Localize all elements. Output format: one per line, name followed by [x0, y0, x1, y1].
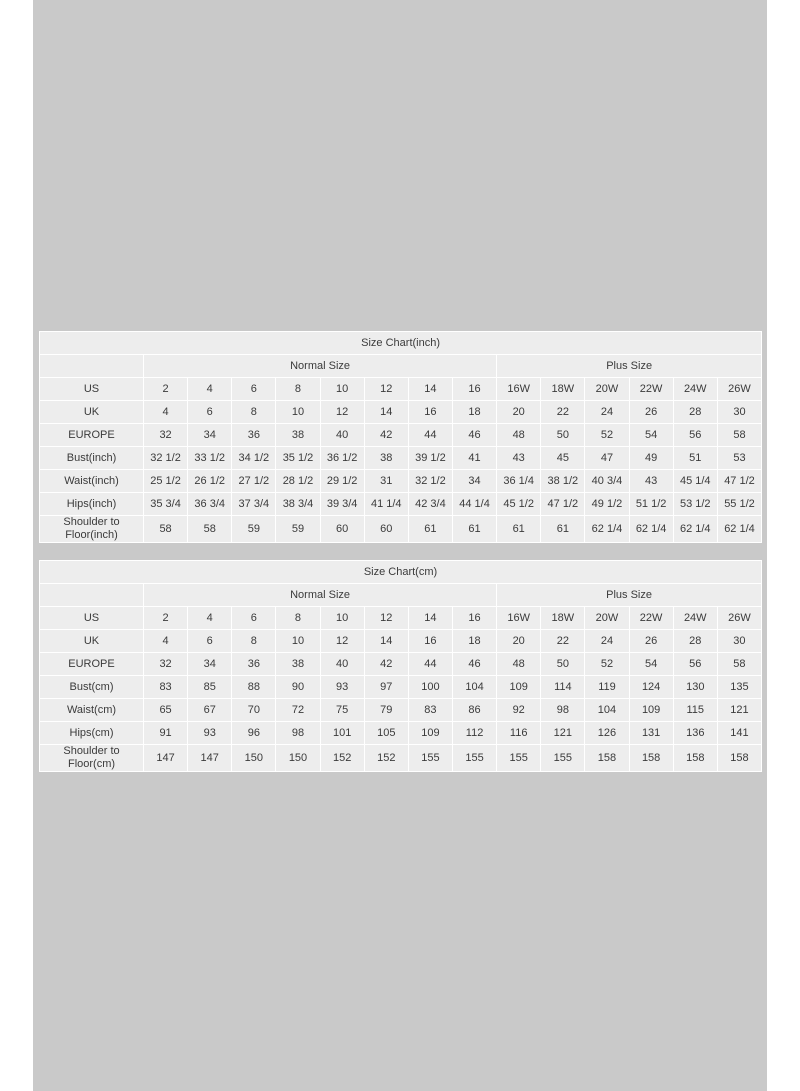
table-cell: 50	[541, 424, 585, 447]
table-row	[40, 378, 762, 401]
table-cell: 147	[188, 745, 232, 771]
table-row	[40, 699, 762, 722]
table-cell: 52	[585, 424, 629, 447]
row-label: EUROPE	[40, 653, 144, 676]
table-cell: 41 1/4	[364, 493, 408, 516]
table-cell: 85	[188, 676, 232, 699]
table-cell: 92	[497, 699, 541, 722]
table-cell: 58	[144, 516, 188, 543]
table-cell: 25 1/2	[144, 470, 188, 493]
table-cell: 16W	[497, 607, 541, 630]
table-cell: 52	[585, 653, 629, 676]
table-cell: 98	[276, 722, 320, 745]
table-cell: 126	[585, 722, 629, 745]
table-cell: 62 1/4	[673, 516, 717, 543]
table-cell: 62 1/4	[629, 516, 673, 543]
table-cell: 24W	[673, 607, 717, 630]
table-cell: 58	[188, 516, 232, 543]
table-cell: 98	[541, 699, 585, 722]
table-cell: 147	[144, 745, 188, 771]
table-cell: 38	[276, 653, 320, 676]
table-cell: 40	[320, 653, 364, 676]
table-cell: 38 1/2	[541, 470, 585, 493]
table-cell: 61	[541, 516, 585, 543]
table-cell: 2	[144, 378, 188, 401]
table-cell: 43	[629, 470, 673, 493]
table-cell: 53	[717, 447, 761, 470]
table-row	[40, 424, 762, 447]
table-cell: 39 1/2	[408, 447, 452, 470]
table-cell: 29 1/2	[320, 470, 364, 493]
row-label: Waist(cm)	[40, 699, 144, 722]
table-cell: 45 1/2	[497, 493, 541, 516]
table-cell: 105	[364, 722, 408, 745]
table-cell: 32	[144, 424, 188, 447]
table-cell: 115	[673, 699, 717, 722]
row-label: Shoulder to Floor(cm)	[40, 745, 144, 771]
table-cell: 10	[320, 378, 364, 401]
table-cell: 93	[188, 722, 232, 745]
table-cell: 150	[232, 745, 276, 771]
table-cell: 36 1/2	[320, 447, 364, 470]
table-row	[40, 745, 762, 771]
table-cell: 6	[232, 378, 276, 401]
table-cell: 8	[232, 630, 276, 653]
table-cell: 54	[629, 424, 673, 447]
table-cell: 32	[144, 653, 188, 676]
table-cell: 31	[364, 470, 408, 493]
table-cell: 101	[320, 722, 364, 745]
table-cell: 75	[320, 699, 364, 722]
table-row	[40, 607, 762, 630]
table-cell: 18	[452, 630, 496, 653]
table-row	[40, 493, 762, 516]
table-cell: 109	[497, 676, 541, 699]
table-cell: 114	[541, 676, 585, 699]
table-cell: 28	[673, 630, 717, 653]
size-chart-inch	[39, 331, 761, 543]
size-chart-table	[39, 560, 762, 771]
table-cell: 14	[408, 607, 452, 630]
table-cell: 12	[320, 401, 364, 424]
table-cell: 42 3/4	[408, 493, 452, 516]
table-cell: 53 1/2	[673, 493, 717, 516]
table-cell: 116	[497, 722, 541, 745]
table-cell: 26W	[717, 378, 761, 401]
table-cell: 59	[276, 516, 320, 543]
table-cell: 34	[452, 470, 496, 493]
table-cell: 36	[232, 653, 276, 676]
table-cell: 34	[188, 424, 232, 447]
size-charts-container	[39, 331, 761, 772]
table-cell: 24	[585, 401, 629, 424]
table-cell: 60	[364, 516, 408, 543]
table-cell: 14	[364, 630, 408, 653]
table-cell: 32 1/2	[144, 447, 188, 470]
table-cell: 93	[320, 676, 364, 699]
table-cell: 8	[276, 378, 320, 401]
table-cell: 10	[276, 630, 320, 653]
table-cell: 67	[188, 699, 232, 722]
table-cell: 158	[673, 745, 717, 771]
table-cell: 61	[408, 516, 452, 543]
table-cell: 28 1/2	[276, 470, 320, 493]
table-cell: 72	[276, 699, 320, 722]
table-cell: 48	[497, 653, 541, 676]
table-cell: 6	[188, 630, 232, 653]
table-cell: 38	[276, 424, 320, 447]
table-cell: 10	[320, 607, 364, 630]
table-cell: 61	[497, 516, 541, 543]
table-cell: 58	[717, 653, 761, 676]
table-cell: 26 1/2	[188, 470, 232, 493]
table-cell: 39 3/4	[320, 493, 364, 516]
table-cell: 4	[188, 607, 232, 630]
table-cell: 104	[452, 676, 496, 699]
table-cell: 37 3/4	[232, 493, 276, 516]
row-label: UK	[40, 401, 144, 424]
table-cell: 119	[585, 676, 629, 699]
table-cell: 12	[364, 607, 408, 630]
table-cell: 40 3/4	[585, 470, 629, 493]
table-cell: 155	[497, 745, 541, 771]
chart-title: Size Chart(inch)	[40, 332, 762, 355]
table-cell: 155	[452, 745, 496, 771]
group-header-row	[40, 584, 762, 607]
group-header-row	[40, 355, 762, 378]
table-cell: 46	[452, 424, 496, 447]
table-cell: 109	[408, 722, 452, 745]
table-cell: 58	[717, 424, 761, 447]
table-row	[40, 470, 762, 493]
table-cell: 24	[585, 630, 629, 653]
table-cell: 158	[629, 745, 673, 771]
table-cell: 136	[673, 722, 717, 745]
table-cell: 18	[452, 401, 496, 424]
table-cell: 152	[364, 745, 408, 771]
table-cell: 83	[144, 676, 188, 699]
table-cell: 22W	[629, 607, 673, 630]
table-cell: 27 1/2	[232, 470, 276, 493]
table-cell: 35 1/2	[276, 447, 320, 470]
table-cell: 109	[629, 699, 673, 722]
table-cell: 28	[673, 401, 717, 424]
table-cell: 155	[408, 745, 452, 771]
table-cell: 16	[452, 607, 496, 630]
row-label: Bust(cm)	[40, 676, 144, 699]
table-cell: 30	[717, 630, 761, 653]
table-cell: 41	[452, 447, 496, 470]
table-cell: 79	[364, 699, 408, 722]
table-cell: 150	[276, 745, 320, 771]
table-cell: 152	[320, 745, 364, 771]
table-cell: 6	[232, 607, 276, 630]
table-cell: 34 1/2	[232, 447, 276, 470]
row-label: EUROPE	[40, 424, 144, 447]
table-row	[40, 653, 762, 676]
table-cell: 158	[717, 745, 761, 771]
table-cell: 90	[276, 676, 320, 699]
table-cell: 112	[452, 722, 496, 745]
table-cell: 35 3/4	[144, 493, 188, 516]
table-cell: 54	[629, 653, 673, 676]
group-header-plus-size: Plus Size	[497, 355, 762, 378]
table-row	[40, 630, 762, 653]
table-cell: 91	[144, 722, 188, 745]
table-cell: 49	[629, 447, 673, 470]
table-cell: 47 1/2	[541, 493, 585, 516]
table-row	[40, 447, 762, 470]
table-cell: 12	[320, 630, 364, 653]
table-cell: 62 1/4	[585, 516, 629, 543]
row-label: Bust(inch)	[40, 447, 144, 470]
row-label: Waist(inch)	[40, 470, 144, 493]
table-cell: 16	[408, 401, 452, 424]
table-cell: 155	[541, 745, 585, 771]
table-cell: 60	[320, 516, 364, 543]
row-label: US	[40, 607, 144, 630]
chart-title: Size Chart(cm)	[40, 561, 762, 584]
table-cell: 12	[364, 378, 408, 401]
table-cell: 49 1/2	[585, 493, 629, 516]
table-cell: 4	[144, 401, 188, 424]
table-cell: 18W	[541, 607, 585, 630]
table-cell: 104	[585, 699, 629, 722]
group-header-spacer	[40, 584, 144, 607]
table-cell: 24W	[673, 378, 717, 401]
table-cell: 45	[541, 447, 585, 470]
table-cell: 45 1/4	[673, 470, 717, 493]
table-cell: 36 1/4	[497, 470, 541, 493]
size-chart-cm	[39, 560, 761, 771]
row-label: UK	[40, 630, 144, 653]
group-header-spacer	[40, 355, 144, 378]
table-cell: 22	[541, 401, 585, 424]
size-chart-table	[39, 331, 762, 543]
table-cell: 14	[408, 378, 452, 401]
table-cell: 121	[717, 699, 761, 722]
table-cell: 131	[629, 722, 673, 745]
table-cell: 26	[629, 401, 673, 424]
table-cell: 8	[232, 401, 276, 424]
row-label: US	[40, 378, 144, 401]
table-cell: 16W	[497, 378, 541, 401]
table-cell: 50	[541, 653, 585, 676]
table-cell: 130	[673, 676, 717, 699]
table-cell: 96	[232, 722, 276, 745]
table-cell: 38 3/4	[276, 493, 320, 516]
table-cell: 59	[232, 516, 276, 543]
table-cell: 32 1/2	[408, 470, 452, 493]
table-cell: 30	[717, 401, 761, 424]
chart-title-row	[40, 561, 762, 584]
table-cell: 56	[673, 653, 717, 676]
table-cell: 47	[585, 447, 629, 470]
group-header-plus-size: Plus Size	[497, 584, 762, 607]
group-header-normal-size: Normal Size	[144, 584, 497, 607]
table-row	[40, 722, 762, 745]
group-header-normal-size: Normal Size	[144, 355, 497, 378]
table-cell: 83	[408, 699, 452, 722]
table-cell: 16	[452, 378, 496, 401]
row-label: Shoulder to Floor(inch)	[40, 516, 144, 543]
table-cell: 61	[452, 516, 496, 543]
table-cell: 26	[629, 630, 673, 653]
table-cell: 33 1/2	[188, 447, 232, 470]
table-cell: 8	[276, 607, 320, 630]
table-row	[40, 676, 762, 699]
table-cell: 20W	[585, 607, 629, 630]
table-cell: 86	[452, 699, 496, 722]
table-cell: 70	[232, 699, 276, 722]
table-cell: 26W	[717, 607, 761, 630]
table-cell: 135	[717, 676, 761, 699]
table-cell: 4	[188, 378, 232, 401]
table-cell: 22W	[629, 378, 673, 401]
table-row	[40, 401, 762, 424]
chart-title-row	[40, 332, 762, 355]
table-row	[40, 516, 762, 543]
table-cell: 34	[188, 653, 232, 676]
table-cell: 38	[364, 447, 408, 470]
table-cell: 36	[232, 424, 276, 447]
table-cell: 46	[452, 653, 496, 676]
table-cell: 56	[673, 424, 717, 447]
table-cell: 14	[364, 401, 408, 424]
table-cell: 2	[144, 607, 188, 630]
table-cell: 22	[541, 630, 585, 653]
table-cell: 4	[144, 630, 188, 653]
table-cell: 16	[408, 630, 452, 653]
table-cell: 97	[364, 676, 408, 699]
table-cell: 51 1/2	[629, 493, 673, 516]
row-label: Hips(inch)	[40, 493, 144, 516]
table-cell: 42	[364, 653, 408, 676]
table-cell: 18W	[541, 378, 585, 401]
table-cell: 158	[585, 745, 629, 771]
table-cell: 124	[629, 676, 673, 699]
table-cell: 20	[497, 630, 541, 653]
table-cell: 141	[717, 722, 761, 745]
table-cell: 40	[320, 424, 364, 447]
table-cell: 88	[232, 676, 276, 699]
table-cell: 121	[541, 722, 585, 745]
table-cell: 55 1/2	[717, 493, 761, 516]
table-cell: 10	[276, 401, 320, 424]
table-cell: 36 3/4	[188, 493, 232, 516]
table-cell: 43	[497, 447, 541, 470]
table-cell: 100	[408, 676, 452, 699]
chart-spacer	[39, 543, 761, 560]
table-cell: 51	[673, 447, 717, 470]
table-cell: 20W	[585, 378, 629, 401]
table-cell: 6	[188, 401, 232, 424]
row-label: Hips(cm)	[40, 722, 144, 745]
table-cell: 47 1/2	[717, 470, 761, 493]
table-cell: 62 1/4	[717, 516, 761, 543]
table-cell: 65	[144, 699, 188, 722]
table-cell: 48	[497, 424, 541, 447]
table-cell: 44	[408, 653, 452, 676]
table-cell: 42	[364, 424, 408, 447]
table-cell: 44	[408, 424, 452, 447]
table-cell: 20	[497, 401, 541, 424]
table-cell: 44 1/4	[452, 493, 496, 516]
